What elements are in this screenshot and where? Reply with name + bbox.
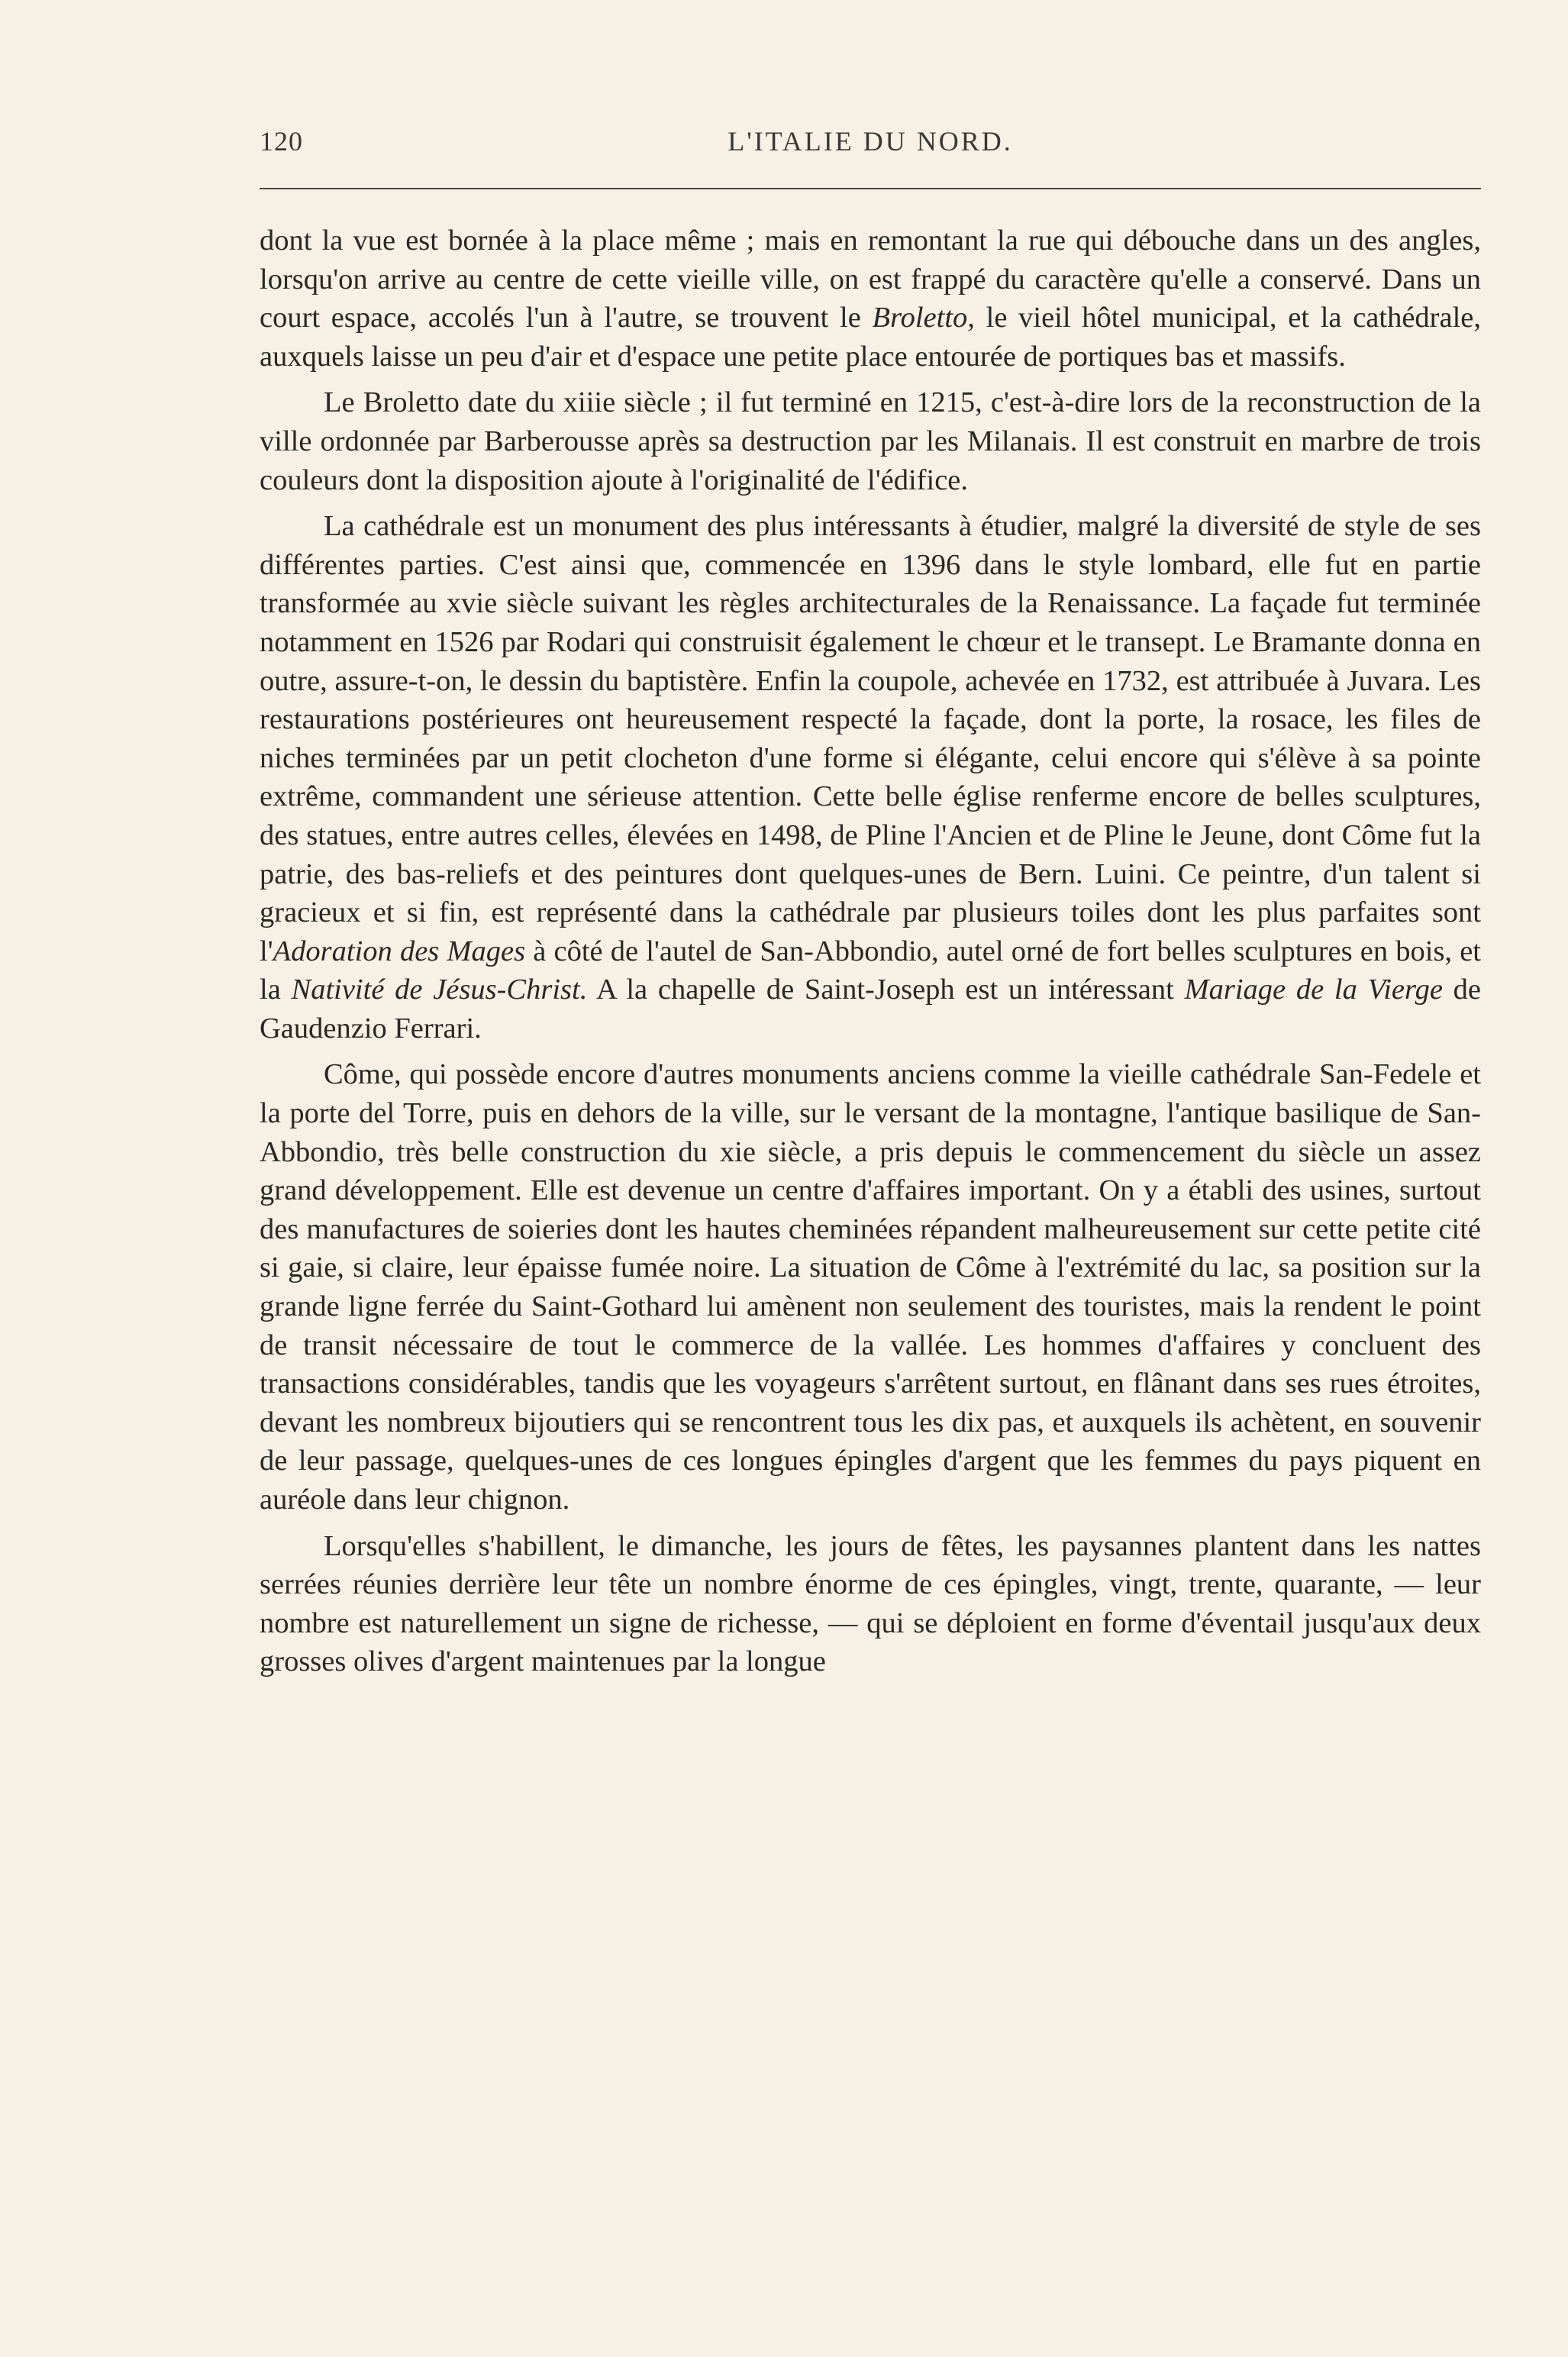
paragraph: [260, 507, 1481, 1048]
italic-run: Nativité de Jésus-Christ.: [291, 973, 588, 1006]
header-rule: [260, 188, 1481, 189]
text-run: Côme, qui possède encore d'autres monuments anciens comme la vieille cathédrale San-Fedele et la porte del Torre, puis en dehors de la ville, sur le versant de la montagne, l'antique basilique de San-Abbondio, très belle construction du xie siècle, a pris depuis le commencement du siècle un assez grand développement. Elle est devenue un centre d'affaires important. On y a établi des usines, surtout des manufactures de soieries dont les hautes cheminées répandent malheureusement sur cette petite cité si gaie, si claire, leur épaisse fumée noire. La situation de Côme à l'extrémité du lac, sa position sur la grande ligne ferrée du Saint-Gothard lui amènent non seulement des touristes, mais la rendent le point de transit nécessaire de tout le commerce de la vallée. Les hommes d'affaires y concluent des transactions considérables, tandis que les voyageurs s'arrêtent surtout, en flânant dans ses rues étroites, devant les nombreux bijoutiers qui se rencontrent tous les dix pas, et auxquels ils achètent, en souvenir de leur passage, quelques-unes de ces longues épingles d'argent que les femmes du pays piquent en auréole dans leur chignon.: [260, 1058, 1481, 1516]
paragraph: [260, 1055, 1481, 1519]
running-head: [260, 115, 1481, 168]
paragraph: [260, 383, 1481, 499]
italic-run: Broletto,: [872, 302, 975, 334]
body-text: [260, 221, 1481, 1681]
text-run: La cathédrale est un monument des plus intéressants à étudier, malgré la diversité de style de ses différentes parties. C'est ainsi que, commencée en 1396 dans le style lombard, elle fut en partie transformée au xvie siècle suivant les règles architecturales de la Renaissance. La façade fut terminée notamment en 1526 par Rodari qui construisit également le chœur et le transept. Le Bramante donna en outre, assure-t-on, le dessin du baptistère. Enfin la coupole, achevée en 1732, est attribuée à Juvara. Les restaurations postérieures ont heureusement respecté la façade, dont la porte, la rosace, les files de niches terminées par un petit clocheton d'une forme si élégante, celui encore qui s'élève à sa pointe extrême, commandent une sérieuse attention. Cette belle église renferme encore de belles sculptures, des statues, entre autres celles, élevées en 1498, de Pline l'Ancien et de Pline le Jeune, dont Côme fut la patrie, des bas-reliefs et des peintures dont quelques-unes de Bern. Luini. Ce peintre, d'un talent si gracieux et si fin, est représenté dans la cathédrale par plusieurs toiles dont les plus parfaites sont l': [260, 510, 1481, 967]
text-run: à côté de l'autel de San-Abbondio, autel orné de fort belles sculptures en bois, et la: [260, 935, 1482, 1006]
text-run: A la chapelle de Saint-Joseph est un intéressant: [587, 973, 1185, 1006]
italic-run: Adoration des Mages: [273, 935, 526, 967]
italic-run: Mariage de la Vierge: [1184, 973, 1443, 1006]
text-run: Lorsqu'elles s'habillent, le dimanche, les jours de fêtes, les paysannes plantent dans les nattes serrées réunies derrière leur tête un nombre énorme de ces épingles, vingt, trente, quarante, — leur nombre est naturellement un signe de richesse, — qui se déploient en forme d'éventail jusqu'aux deux grosses olives d'argent maintenues par la longue: [260, 1529, 1481, 1678]
book-title: L'ITALIE DU NORD.: [728, 126, 1013, 157]
text-run: dont la vue est bornée à la place même ; mais en remontant la rue qui débouche dans un des angles, lorsqu'on arrive au centre de cette vieille ville, on est frappé du caractère qu'elle a conservé. Dans un court espace, accolés l'un à l'autre, se trouvent le: [260, 224, 1481, 334]
text-run: de Gaudenzio Ferrari.: [260, 973, 1481, 1045]
paragraph: [260, 221, 1481, 376]
page-number: 120: [260, 126, 303, 157]
text-run: le vieil hôtel municipal, et la cathédrale, auxquels laisse un peu d'air et d'espace une petite place entourée de portiques bas et massifs.: [260, 302, 1481, 373]
text-run: Le Broletto date du xiiie siècle ; il fut terminé en 1215, c'est-à-dire lors de la reconstruction de la ville ordonnée par Barberousse après sa destruction par les Milanais. Il est construit en marbre de trois couleurs dont la disposition ajoute à l'originalité de l'édifice.: [260, 386, 1481, 496]
paragraph: [260, 1527, 1481, 1681]
book-page: [260, 115, 1482, 1678]
